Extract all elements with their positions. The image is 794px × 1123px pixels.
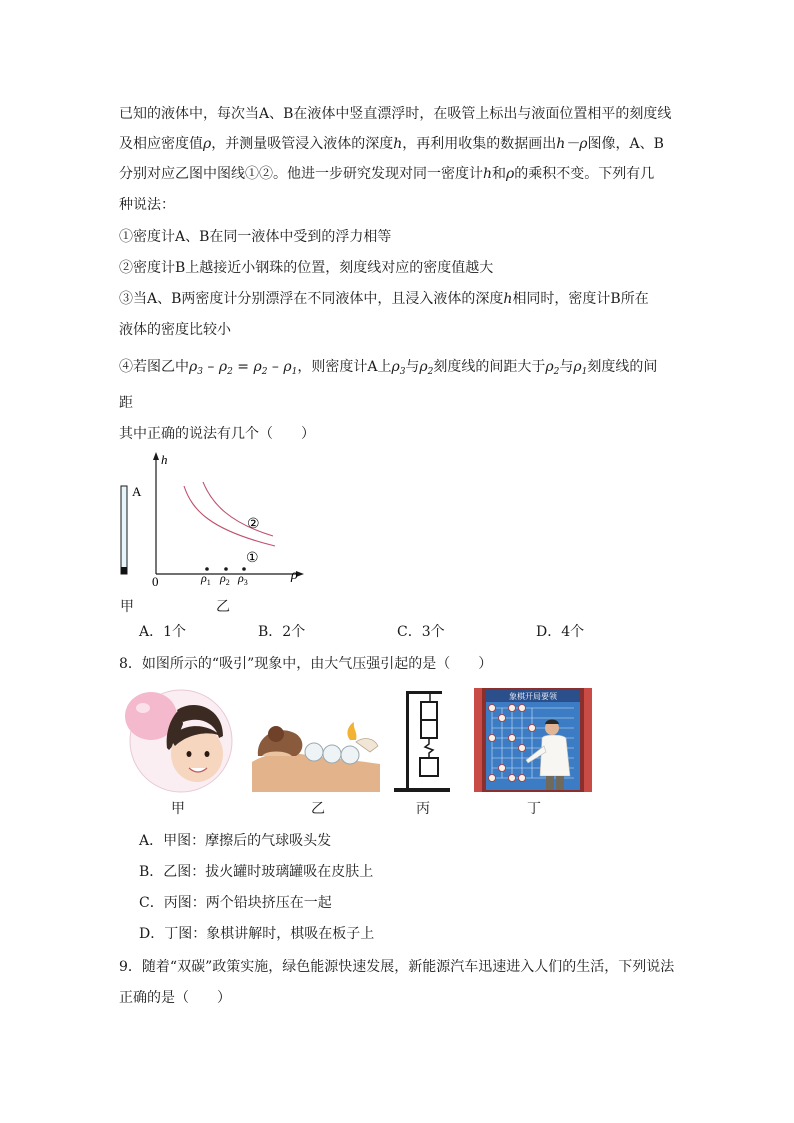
- q7-statement-4: ④若图乙中$\rho_3 - \rho_2 = \rho_2 - \rho_1$，则密度计A上$\rho_3$与$\rho_2$刻度线的间距大于$\rho_2$与$\rho_1$刻度线的间: [119, 359, 658, 377]
- q8-image-yi: [252, 722, 380, 792]
- rho1-label: $\rho_1$: [201, 571, 211, 587]
- q7-line-1: 已知的液体中，每次当A、B在液体中竖直漂浮时，在吸管上标出与液面位置相平的刻度线: [119, 106, 672, 122]
- board-title: 象棋开局要领: [509, 692, 557, 701]
- curve-1-label: ①: [246, 551, 259, 566]
- q7-prompt: 其中正确的说法有几个（ ）: [119, 426, 315, 442]
- curve-2-label: ②: [247, 517, 260, 532]
- curve-2: [203, 482, 273, 536]
- q9-line-2: 正确的是（ ）: [119, 990, 231, 1006]
- q7-line-4: 种说法：: [119, 197, 175, 213]
- q8-caption-bing: 丙: [416, 801, 430, 817]
- rho3-label: $\rho_3$: [238, 571, 248, 587]
- q7-option-a[interactable]: A．1个: [139, 624, 187, 640]
- q8-image-jia: [119, 688, 241, 794]
- q8-image-bing: [392, 688, 452, 794]
- q8-option-d[interactable]: D．丁图：象棋讲解时，棋吸在板子上: [139, 926, 375, 942]
- lead-block-bottom: [421, 720, 437, 738]
- steel-ball: [121, 567, 127, 574]
- q7-statement-3: ③当A、B两密度计分别漂浮在不同液体中，且浸入液体的深度h相同时，密度计B所在: [119, 291, 649, 307]
- weight: [420, 758, 438, 776]
- cup-1: [305, 743, 323, 761]
- q7-caption-jia: 甲: [120, 599, 134, 615]
- q7-line-2: 及相应密度值ρ，并测量吸管浸入液体的深度h，再利用收集的数据画出h－ρ图像，A、B: [119, 136, 664, 152]
- rho2-label: $\rho_2$: [220, 571, 230, 587]
- q7-figure: [110, 448, 310, 588]
- q8-option-a[interactable]: A．甲图：摩擦后的气球吸头发: [139, 833, 332, 849]
- q7-statement-4-cont: 距: [119, 395, 133, 411]
- q7-caption-yi: 乙: [216, 599, 230, 615]
- lecturer-body: [540, 735, 570, 776]
- y-axis-label: h: [161, 452, 168, 467]
- q8-caption-jia: 甲: [171, 801, 185, 817]
- cup-2: [323, 745, 341, 763]
- q7-option-d[interactable]: D．4个: [536, 624, 585, 640]
- q9-line-1: 9．随着“双碳”政策实施，绿色能源快速发展，新能源汽车迅速进入人们的生活，下列说法: [119, 959, 675, 975]
- density-tube: [121, 486, 127, 574]
- q8-option-c[interactable]: C．丙图：两个铅块挤压在一起: [139, 895, 332, 911]
- q7-statement-3-cont: 液体的密度比较小: [119, 322, 231, 338]
- q8-image-ding: [474, 688, 592, 792]
- q7-statement-2: ②密度计B上越接近小钢珠的位置，刻度线对应的密度值越大: [119, 260, 494, 276]
- q7-option-c[interactable]: C．3个: [397, 624, 445, 640]
- q8-stem: 8．如图所示的“吸引”现象中，由大气压强引起的是（ ）: [119, 656, 493, 672]
- q8-option-b[interactable]: B．乙图：拔火罐时玻璃罐吸在皮肤上: [139, 864, 374, 880]
- q8-caption-yi: 乙: [311, 801, 325, 817]
- origin-label: 0: [152, 574, 159, 588]
- lead-block-top: [421, 702, 437, 720]
- q7-statement-1: ①密度计A、B在同一液体中受到的浮力相等: [119, 229, 392, 245]
- flame: [347, 722, 356, 740]
- q8-caption-ding: 丁: [527, 801, 541, 817]
- tube-label: A: [132, 484, 142, 499]
- q7-option-b[interactable]: B．2个: [258, 624, 306, 640]
- x-axis-label: ρ: [291, 568, 298, 583]
- q7-line-3: 分别对应乙图中图线①②。他进一步研究发现对同一密度计h和ρ的乘积不变。下列有几: [119, 166, 655, 182]
- cup-3: [341, 746, 359, 764]
